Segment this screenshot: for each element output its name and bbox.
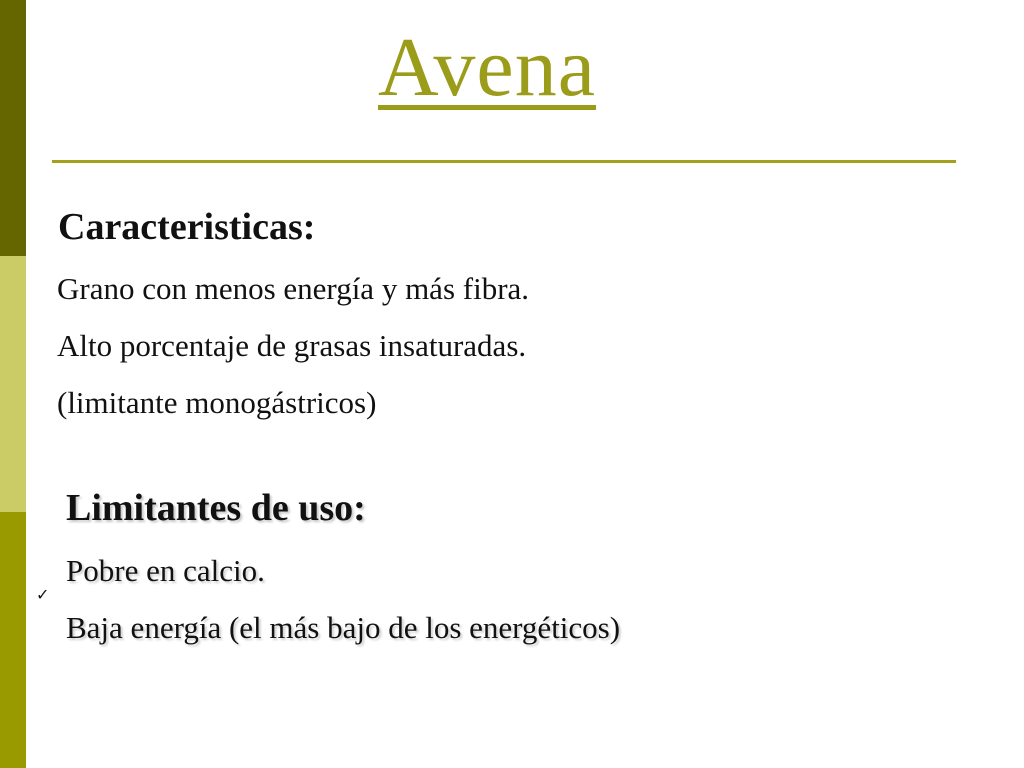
accent-bar-bottom [0, 512, 26, 768]
accent-bar-top [0, 0, 26, 256]
section-heading-limitantes: Limitantes de uso: [66, 487, 366, 529]
section-line: (limitante monogástricos) [57, 385, 377, 420]
slide-title: Avena [378, 21, 596, 114]
accent-bar-middle [0, 256, 26, 512]
section-line: Grano con menos energía y más fibra. [57, 271, 530, 306]
title-divider [52, 160, 956, 163]
section-line: Pobre en calcio. [66, 553, 265, 588]
section-line: Alto porcentaje de grasas insaturadas. [57, 328, 527, 363]
section-line: Baja energía (el más bajo de los energéticos) [66, 610, 621, 645]
section-heading-caracteristicas: Caracteristicas: [58, 206, 316, 248]
check-icon: ✓ [36, 585, 50, 604]
left-accent-bar [0, 0, 26, 768]
